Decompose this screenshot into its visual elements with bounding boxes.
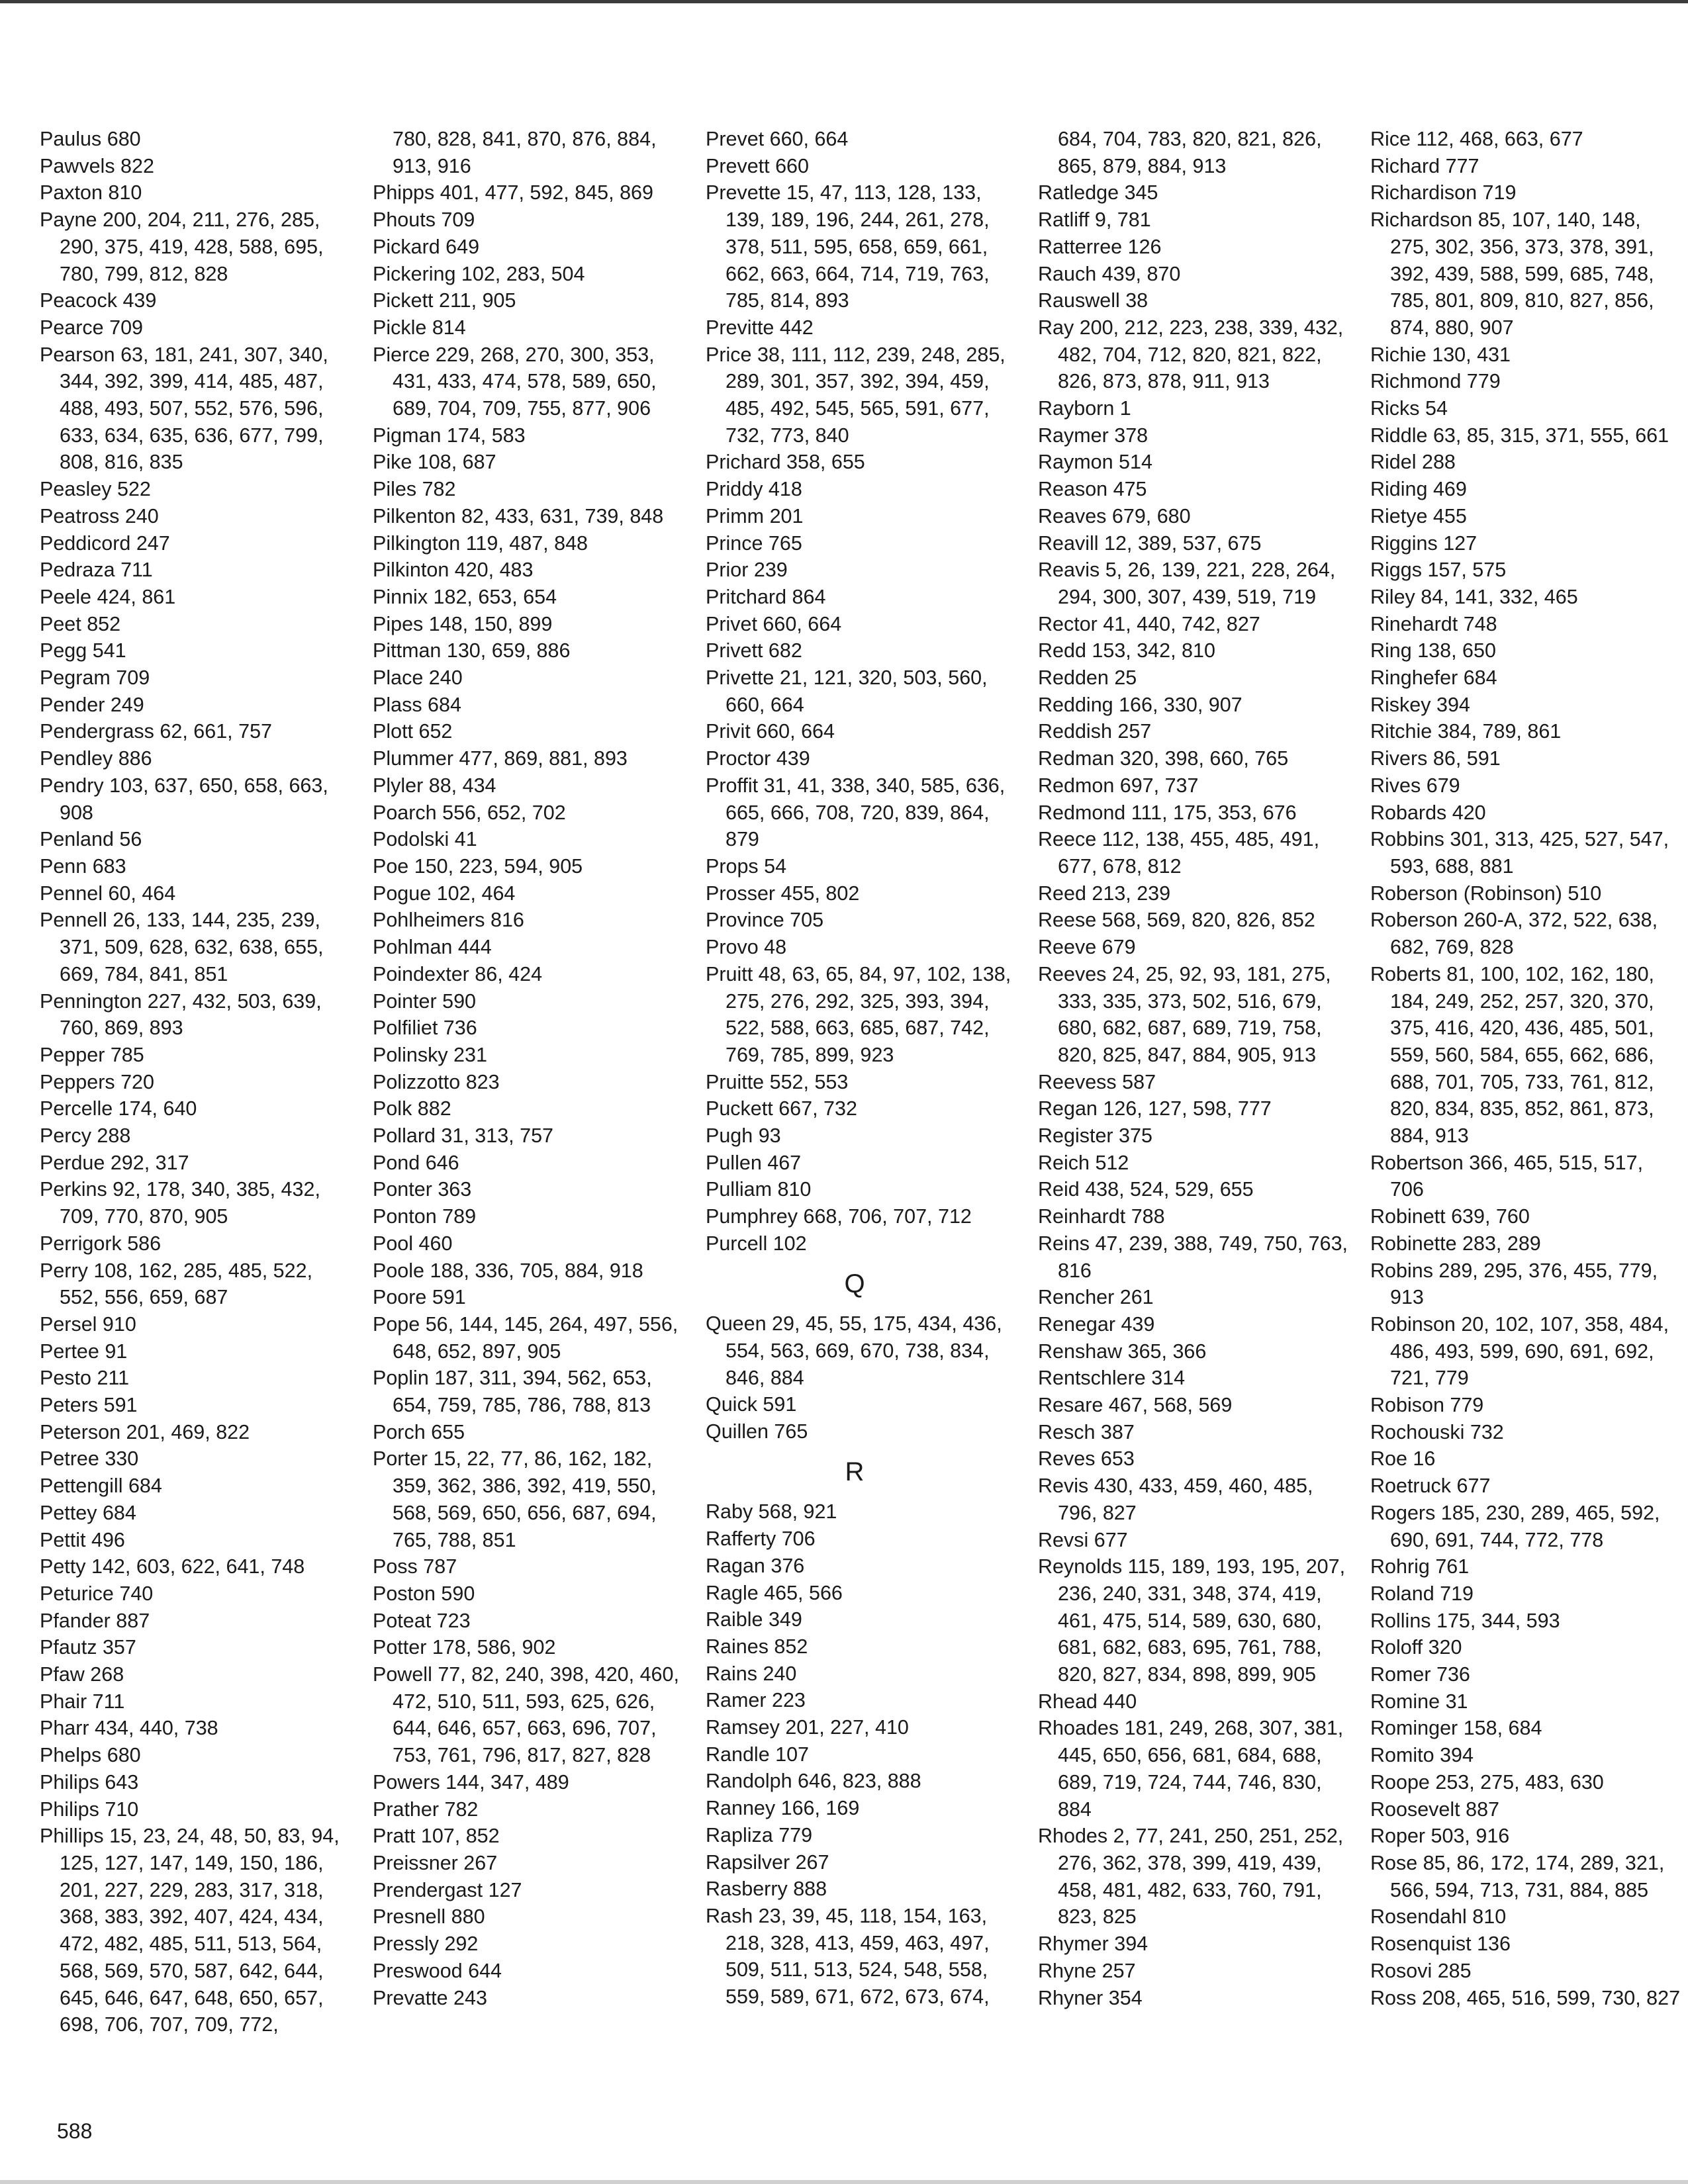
index-entry: Pope 56, 144, 145, 264, 497, 556, 648, 652, 897, 905 (373, 1312, 679, 1363)
index-entry: Roberts 81, 100, 102, 162, 180, 184, 249, 252, 257, 320, 370, 375, 416, 420, 436, 485, 501, 559, 560, 584, 655, 662, 686, 688, 701, 705, 733, 761, 812, 820, 834, 835, 852, 861, 873, 884, 913 (1370, 962, 1655, 1148)
index-entry: Reeves 24, 25, 92, 93, 181, 275, 333, 335, 373, 502, 516, 679, 680, 682, 687, 689, 719, 758, 820, 825, 847, 884, 905, 913 (1038, 962, 1331, 1066)
index-entry: Robinson 20, 102, 107, 358, 484, 486, 493, 599, 690, 691, 692, 721, 779 (1370, 1312, 1669, 1390)
index-entry: Rash 23, 39, 45, 118, 154, 163, 218, 328, 413, 459, 463, 497, 509, 511, 513, 524, 548, 558, 559, 589, 671, 672, 673, 674, (706, 1905, 990, 2009)
index-entry: Pearce 709 (40, 316, 143, 339)
index-entry: Place 240 (373, 666, 463, 690)
index-entry: Peterson 201, 469, 822 (40, 1420, 250, 1443)
index-entry: Prevette 15, 47, 113, 128, 133, 139, 189, 196, 244, 261, 278, 378, 511, 595, 658, 659, 661, 662, 663, 664, 714, 719, 763, 785, 814, 893 (706, 181, 990, 312)
index-entry: Redd 153, 342, 810 (1038, 639, 1215, 662)
index-entry: Ponton 789 (373, 1205, 477, 1228)
index-entry: Pointer 590 (373, 989, 476, 1013)
index-column-5 (1370, 126, 1681, 2011)
index-entry: Peasley 522 (40, 478, 151, 501)
index-entry: Rauch 439, 870 (1038, 262, 1181, 285)
index-entry: Powers 144, 347, 489 (373, 1770, 569, 1794)
index-entry: Raible 349 (706, 1608, 802, 1631)
index-entry: Prather 782 (373, 1797, 479, 1821)
index-entry: Perrigork 586 (40, 1232, 162, 1255)
index-entry: Primm 201 (706, 504, 804, 527)
index-entry: Pool 460 (373, 1232, 453, 1255)
index-entry: Peacock 439 (40, 289, 157, 312)
index-entry: Paulus 680 (40, 128, 141, 150)
index-entry: Ratledge 345 (1038, 181, 1158, 205)
index-entry: Prevett 660 (706, 154, 809, 177)
index-entry: Pruitt 48, 63, 65, 84, 97, 102, 138, 275, 276, 292, 325, 393, 394, 522, 588, 663, 685, 687, 742, 769, 785, 899, 923 (706, 962, 1011, 1066)
section-heading-q: Q (844, 1269, 865, 1298)
index-entry: Poole 188, 336, 705, 884, 918 (373, 1259, 643, 1282)
index-entry: Riggs 157, 575 (1370, 559, 1507, 582)
index-entry: Prichard 358, 655 (706, 451, 865, 474)
index-entry: Richard 777 (1370, 154, 1479, 177)
index-entry: Pawvels 822 (40, 154, 154, 177)
index-entry: Prevet 660, 664 (706, 128, 849, 150)
index-entry: Roetruck 677 (1370, 1475, 1491, 1498)
index-entry: Paxton 810 (40, 181, 142, 205)
index-entry: Rasberry 888 (706, 1878, 827, 1901)
index-entry: Roland 719 (1370, 1582, 1474, 1605)
index-entry: Peppers 720 (40, 1070, 154, 1093)
index-entry: Reavill 12, 389, 537, 675 (1038, 531, 1262, 555)
index-entry: Peters 591 (40, 1394, 138, 1417)
index-entry: Poss 787 (373, 1555, 457, 1578)
index-entry: Prior 239 (706, 559, 788, 582)
index-entry: Pilkinton 420, 483 (373, 559, 534, 582)
index-entry: Poarch 556, 652, 702 (373, 801, 566, 824)
index-entry: Peele 424, 861 (40, 585, 176, 608)
index-entry: Pugh 93 (706, 1124, 781, 1148)
index-entry: Pipes 148, 150, 899 (373, 612, 553, 635)
index-entry: Roloff 320 (1370, 1636, 1462, 1659)
index-entry: Ratterree 126 (1038, 235, 1162, 258)
index-entry: Redmon 697, 737 (1038, 774, 1199, 797)
index-entry: Richardison 719 (1370, 181, 1517, 205)
index-entry: Pohlman 444 (373, 936, 492, 959)
index-entry: Rosovi 285 (1370, 1959, 1472, 1982)
index-entry: Pilkenton 82, 433, 631, 739, 848 (373, 504, 664, 527)
index-entry: Ramer 223 (706, 1689, 806, 1712)
index-entry: Reece 112, 138, 455, 485, 491, 677, 678, 812 (1038, 828, 1320, 878)
index-entry: Petty 142, 603, 622, 641, 748 (40, 1555, 305, 1578)
index-entry: Purcell 102 (706, 1232, 807, 1255)
index-entry: Queen 29, 45, 55, 175, 434, 436, 554, 563, 669, 670, 738, 834, 846, 884 (706, 1312, 1002, 1389)
index-entry: Prosser 455, 802 (706, 882, 860, 905)
index-entry: Polfiliet 736 (373, 1017, 477, 1040)
index-entry: Richardson 85, 107, 140, 148, 275, 302, 356, 373, 378, 391, 392, 439, 588, 599, 685, 748, 785, 801, 809, 810, 827, 856, 874, 880, 907 (1370, 208, 1654, 339)
index-entry: Robbins 301, 313, 425, 527, 547, 593, 688, 881 (1370, 828, 1669, 878)
index-entry: Richmond 779 (1370, 370, 1501, 393)
index-entry: Pendergrass 62, 661, 757 (40, 720, 273, 743)
index-entry: Pesto 211 (40, 1367, 130, 1390)
index-entry: Pinnix 182, 653, 654 (373, 585, 557, 608)
index-entry: Ponter 363 (373, 1178, 472, 1201)
index-entry: Pfaw 268 (40, 1663, 124, 1686)
index-entry: Percelle 174, 640 (40, 1097, 197, 1120)
index-entry: Potter 178, 586, 902 (373, 1636, 556, 1659)
index-entry: Polk 882 (373, 1097, 451, 1120)
index-entry: Phelps 680 (40, 1744, 141, 1767)
index-entry: Robinette 283, 289 (1370, 1232, 1541, 1255)
index-entry: Pumphrey 668, 706, 707, 712 (706, 1205, 972, 1228)
index-entry: Resare 467, 568, 569 (1038, 1394, 1233, 1417)
index-entry: Payne 200, 204, 211, 276, 285, 290, 375, 419, 428, 588, 695, 780, 799, 812, 828 (40, 208, 324, 285)
index-entry: Pruitte 552, 553 (706, 1070, 849, 1093)
index-entry: Provo 48 (706, 936, 787, 959)
index-entry: Rains 240 (706, 1662, 797, 1685)
index-entry: Pittman 130, 659, 886 (373, 639, 571, 662)
index-entry: Rivers 86, 591 (1370, 747, 1501, 770)
index-entry: Reinhardt 788 (1038, 1205, 1165, 1228)
index-entry: Penland 56 (40, 828, 142, 851)
index-entry: Riggins 127 (1370, 531, 1477, 555)
index-entry: Ramsey 201, 227, 410 (706, 1716, 909, 1739)
index-entry: Rhyne 257 (1038, 1959, 1136, 1982)
index-entry: Rapliza 779 (706, 1823, 813, 1846)
page-number: 588 (57, 2119, 93, 2143)
index-entry: Reves 653 (1038, 1447, 1135, 1471)
index-entry: Rapsilver 267 (706, 1850, 829, 1874)
index-entry: Redman 320, 398, 660, 765 (1038, 747, 1289, 770)
index-entry: Poore 591 (373, 1286, 466, 1309)
index-entry: Riddle 63, 85, 315, 371, 555, 661 (1370, 424, 1669, 447)
index-entry: Roope 253, 275, 483, 630 (1370, 1770, 1604, 1794)
index-entry: Poe 150, 223, 594, 905 (373, 854, 583, 878)
index-entry: Props 54 (706, 854, 787, 878)
index-entry: Ridel 288 (1370, 451, 1456, 474)
index-entry: Pertee 91 (40, 1340, 128, 1363)
index-entry: Rayborn 1 (1038, 397, 1131, 420)
index-entry: Pigman 174, 583 (373, 424, 526, 447)
index-entry: Quick 591 (706, 1393, 797, 1416)
index-entry: Pfautz 357 (40, 1636, 136, 1659)
index-entry: Raby 568, 921 (706, 1500, 837, 1524)
index-entry: Rauswell 38 (1038, 289, 1149, 312)
index-entry: Ray 200, 212, 223, 238, 339, 432, 482, 704, 712, 820, 821, 822, 826, 873, 878, 911, 913 (1038, 316, 1344, 393)
index-entry: Pfander 887 (40, 1609, 150, 1632)
index-entry: Pierce 229, 268, 270, 300, 353, 431, 433, 474, 578, 589, 650, 689, 704, 709, 755, 877, 906 (373, 343, 657, 420)
index-entry: Rencher 261 (1038, 1286, 1154, 1309)
index-entry: Ranney 166, 169 (706, 1797, 860, 1820)
index-entry: Reich 512 (1038, 1151, 1129, 1174)
index-entry: Roper 503, 916 (1370, 1825, 1510, 1848)
index-entry: Penn 683 (40, 854, 126, 878)
index-entry: Polizzotto 823 (373, 1070, 500, 1093)
index-entry: Rhymer 394 (1038, 1933, 1149, 1956)
section-heading-r: R (845, 1457, 865, 1486)
index-entry: Rogers 185, 230, 289, 465, 592, 690, 691, 744, 772, 778 (1370, 1501, 1660, 1551)
index-entry: Richie 130, 431 (1370, 343, 1511, 366)
index-entry: Previtte 442 (706, 316, 814, 339)
index-entry: Perdue 292, 317 (40, 1151, 189, 1174)
index-entry: Presnell 880 (373, 1905, 485, 1929)
index-entry: Riskey 394 (1370, 693, 1470, 716)
index-entry: Rollins 175, 344, 593 (1370, 1609, 1560, 1632)
index-entry: Rohrig 761 (1370, 1555, 1470, 1578)
index-entry: Rosenquist 136 (1370, 1933, 1511, 1956)
index-entry: Pegram 709 (40, 666, 150, 690)
index-entry: Rietye 455 (1370, 504, 1467, 527)
index-entry: Reeve 679 (1038, 936, 1136, 959)
index-entry: Preissner 267 (373, 1852, 498, 1874)
index-entry: Rominger 158, 684 (1370, 1717, 1542, 1740)
index-entry: Philips 710 (40, 1797, 139, 1821)
index-entry: Ratliff 9, 781 (1038, 208, 1151, 232)
index-entry: Pennel 60, 464 (40, 882, 176, 905)
index-entry: Quillen 765 (706, 1420, 808, 1443)
index-entry: Robinett 639, 760 (1370, 1205, 1530, 1228)
index-entry: Revsi 677 (1038, 1528, 1128, 1551)
bottom-edge (0, 2180, 1688, 2184)
index-entry: Ricks 54 (1370, 397, 1448, 420)
index-entry: Reynolds 115, 189, 193, 195, 207, 236, 240, 331, 348, 374, 419, 461, 475, 514, 589, 630, 680, 681, 682, 683, 695, 761, 788, 820, 827, 834, 898, 899, 905 (1038, 1555, 1346, 1686)
index-columns (0, 126, 1688, 2045)
index-entry: Priddy 418 (706, 478, 802, 501)
index-entry: Province 705 (706, 909, 824, 932)
index-entry: Pegg 541 (40, 639, 126, 662)
index-entry: Renshaw 365, 366 (1038, 1340, 1207, 1363)
index-entry: Pennington 227, 432, 503, 639, 760, 869, 893 (40, 989, 322, 1040)
index-entry: Rhyner 354 (1038, 1986, 1143, 2009)
index-entry: Pender 249 (40, 693, 144, 716)
index-entry: Pickett 211, 905 (373, 289, 516, 312)
index-entry: Pressly 292 (373, 1933, 479, 1956)
index-entry: Percy 288 (40, 1124, 131, 1148)
index-entry: Persel 910 (40, 1312, 136, 1336)
index-entry: Reevess 587 (1038, 1070, 1156, 1093)
index-entry: Pike 108, 687 (373, 451, 496, 474)
index-entry: Ring 138, 650 (1370, 639, 1496, 662)
index-entry: Ragan 376 (706, 1554, 805, 1577)
index-entry: Riding 469 (1370, 478, 1467, 501)
index-entry: Price 38, 111, 112, 239, 248, 285, 289, 301, 357, 392, 394, 459, 485, 492, 545, 565, 591, 677, 732, 773, 840 (706, 343, 1006, 447)
index-entry: Reavis 5, 26, 139, 221, 228, 264, 294, 300, 307, 439, 519, 719 (1038, 559, 1336, 608)
index-entry: Pearson 63, 181, 241, 307, 340, 344, 392, 399, 414, 485, 487, 488, 493, 507, 552, 576, 596, 633, 634, 635, 636, 677, 799, 808, 816, 835 (40, 343, 328, 474)
index-entry: Poteat 723 (373, 1609, 471, 1632)
index-entry: Revis 430, 433, 459, 460, 485, 796, 827 (1038, 1475, 1313, 1524)
index-entry: Privette 21, 121, 320, 503, 560, 660, 664 (706, 666, 988, 716)
index-column-2 (373, 126, 684, 2011)
index-entry: Romine 31 (1370, 1690, 1468, 1713)
index-entry: Polinsky 231 (373, 1043, 487, 1066)
index-entry: Privet 660, 664 (706, 612, 842, 635)
index-entry: Robards 420 (1370, 801, 1486, 824)
index-entry: Pullen 467 (706, 1151, 802, 1174)
index-entry: Porter 15, 22, 77, 86, 162, 182, 359, 362, 386, 392, 419, 550, 568, 569, 650, 656, 687, 694, 765, 788, 851 (373, 1447, 657, 1551)
index-entry: Philips 643 (40, 1770, 139, 1794)
index-entry: Plass 684 (373, 693, 461, 716)
index-entry: Roe 16 (1370, 1447, 1436, 1471)
index-entry: Poplin 187, 311, 394, 562, 653, 654, 759, 785, 786, 788, 813 (373, 1367, 652, 1417)
index-entry: Pollard 31, 313, 757 (373, 1124, 554, 1148)
index-entry: Pond 646 (373, 1151, 459, 1174)
index-entry: Reins 47, 239, 388, 749, 750, 763, 816 (1038, 1232, 1348, 1282)
index-entry: Rector 41, 440, 742, 827 (1038, 612, 1260, 635)
index-entry: Rhead 440 (1038, 1690, 1137, 1713)
index-entry: Phipps 401, 477, 592, 845, 869 (373, 181, 653, 205)
index-entry: Pettey 684 (40, 1501, 136, 1524)
index-entry: Ross 208, 465, 516, 599, 730, 827 (1370, 1986, 1681, 2009)
index-entry: Pogue 102, 464 (373, 882, 516, 905)
index-entry: Raymer 378 (1038, 424, 1149, 447)
index-entry: Privit 660, 664 (706, 720, 835, 743)
index-entry: Roosevelt 887 (1370, 1797, 1499, 1821)
index-entry: Romito 394 (1370, 1744, 1474, 1767)
index-entry: Pilkington 119, 487, 848 (373, 531, 588, 555)
index-entry: Reason 475 (1038, 478, 1147, 501)
index-entry: Ragle 465, 566 (706, 1581, 843, 1604)
index-entry: Pendley 886 (40, 747, 152, 770)
index-entry: Pohlheimers 816 (373, 909, 524, 932)
index-entry: Roberson (Robinson) 510 (1370, 882, 1602, 905)
index-entry: Plott 652 (373, 720, 453, 743)
index-entry: Peet 852 (40, 612, 121, 635)
index-entry: Rosendahl 810 (1370, 1905, 1507, 1929)
index-entry: Pettit 496 (40, 1528, 125, 1551)
entries-q-group (706, 1310, 1017, 1445)
index-entry: Romer 736 (1370, 1663, 1470, 1686)
index-entry: Rice 112, 468, 663, 677 (1370, 128, 1583, 150)
index-entry: Pickard 649 (373, 235, 480, 258)
index-entry: Poindexter 86, 424 (373, 962, 543, 985)
index-entry: 684, 704, 783, 820, 821, 826, 865, 879, 884, 913 (1058, 128, 1322, 177)
index-entry: Pratt 107, 852 (373, 1825, 500, 1848)
index-entry: Rhoades 181, 249, 268, 307, 381, 445, 650, 656, 681, 684, 688, 689, 719, 724, 744, 746, 830, 884 (1038, 1717, 1344, 1821)
index-entry: Pritchard 864 (706, 585, 826, 608)
index-entry: Pepper 785 (40, 1043, 144, 1066)
index-entry: Pickering 102, 283, 504 (373, 262, 585, 285)
index-entry: Phouts 709 (373, 208, 475, 232)
index-entry: Rentschlere 314 (1038, 1367, 1186, 1390)
index-entry: Puckett 667, 732 (706, 1097, 857, 1120)
index-entry: Ritchie 384, 789, 861 (1370, 720, 1562, 743)
index-entry: Rhodes 2, 77, 241, 250, 251, 252, 276, 362, 378, 399, 419, 439, 458, 481, 482, 633, 760, 791, 823, 825 (1038, 1825, 1344, 1929)
index-entry: Pickle 814 (373, 316, 466, 339)
index-entry: Rose 85, 86, 172, 174, 289, 321, 566, 594, 713, 731, 884, 885 (1370, 1852, 1665, 1901)
index-entry: Randle 107 (706, 1743, 810, 1766)
index-entry: Plummer 477, 869, 881, 893 (373, 747, 628, 770)
index-entry: Phillips 15, 23, 24, 48, 50, 83, 94, 125, 127, 147, 149, 150, 186, 201, 227, 229, 283, 317, 318, 368, 383, 392, 407, 424, 434, 472, 482, 485, 511, 513, 564, 568, 569, 570, 587, 642, 644, 645, 646, 647, 648, 650, 657, 698, 706, 707, 709, 772, (40, 1825, 340, 2036)
index-entry: Rives 679 (1370, 774, 1460, 797)
index-entry: Robins 289, 295, 376, 455, 779, 913 (1370, 1259, 1658, 1309)
index-entry: Proffit 31, 41, 338, 340, 585, 636, 665, 666, 708, 720, 839, 864, 879 (706, 774, 1006, 851)
index-entry: Robertson 366, 465, 515, 517, 706 (1370, 1151, 1644, 1201)
index-column-1 (40, 126, 351, 2038)
index-entry: Powell 77, 82, 240, 398, 420, 460, 472, 510, 511, 593, 625, 626, 644, 646, 657, 663, 696, 707, 753, 761, 796, 817, 827, 828 (373, 1663, 679, 1767)
entries-p-group (706, 126, 1017, 1257)
index-entry: Poston 590 (373, 1582, 475, 1605)
index-entry: Reed 213, 239 (1038, 882, 1171, 905)
index-entry: Preswood 644 (373, 1959, 502, 1982)
index-entry: Raymon 514 (1038, 451, 1152, 474)
index-entry: Reid 438, 524, 529, 655 (1038, 1178, 1254, 1201)
index-entry: Randolph 646, 823, 888 (706, 1770, 921, 1793)
index-entry: Perkins 92, 178, 340, 385, 432, 709, 770, 870, 905 (40, 1178, 320, 1228)
index-entry: Renegar 439 (1038, 1312, 1155, 1336)
index-entry: Phair 711 (40, 1690, 125, 1713)
index-entry: Pettengill 684 (40, 1475, 162, 1498)
index-entry: Rochouski 732 (1370, 1420, 1504, 1443)
index-entry: Prince 765 (706, 531, 802, 555)
index-entry: 780, 828, 841, 870, 876, 884, 913, 916 (393, 128, 657, 177)
index-entry: Proctor 439 (706, 747, 810, 770)
index-entry: Pedraza 711 (40, 559, 153, 582)
index-entry: Regan 126, 127, 598, 777 (1038, 1097, 1272, 1120)
index-column-4 (1038, 126, 1349, 2011)
index-entry: Privett 682 (706, 639, 802, 662)
index-entry: Plyler 88, 434 (373, 774, 496, 797)
index-entry: Pendry 103, 637, 650, 658, 663, 908 (40, 774, 328, 824)
index-entry: Peatross 240 (40, 504, 159, 527)
entries-r-group (706, 1498, 1017, 2010)
index-column-3 (706, 126, 1017, 2011)
index-entry: Rafferty 706 (706, 1527, 816, 1551)
index-entry: Piles 782 (373, 478, 456, 501)
index-entry: Register 375 (1038, 1124, 1152, 1148)
index-entry: Resch 387 (1038, 1420, 1135, 1443)
index-entry: Pulliam 810 (706, 1178, 812, 1201)
index-entry: Reese 568, 569, 820, 826, 852 (1038, 909, 1315, 932)
index-entry: Peddicord 247 (40, 531, 170, 555)
index-entry: Redmond 111, 175, 353, 676 (1038, 801, 1297, 824)
index-entry: Roberson 260-A, 372, 522, 638, 682, 769, 828 (1370, 909, 1658, 959)
index-entry: Pharr 434, 440, 738 (40, 1717, 218, 1740)
top-rule (0, 0, 1688, 3)
index-entry: Pennell 26, 133, 144, 235, 239, 371, 509, 628, 632, 638, 655, 669, 784, 841, 851 (40, 909, 324, 985)
index-entry: Podolski 41 (373, 828, 477, 851)
index-entry: Prendergast 127 (373, 1878, 522, 1901)
index-entry: Petree 330 (40, 1447, 139, 1471)
index-entry: Riley 84, 141, 332, 465 (1370, 585, 1578, 608)
index-entry: Prevatte 243 (373, 1986, 487, 2009)
index-entry: Rinehardt 748 (1370, 612, 1497, 635)
index-entry: Peturice 740 (40, 1582, 154, 1605)
index-entry: Raines 852 (706, 1635, 808, 1658)
index-entry: Redding 166, 330, 907 (1038, 693, 1243, 716)
index-entry: Redden 25 (1038, 666, 1137, 690)
index-entry: Ringhefer 684 (1370, 666, 1497, 690)
index-entry: Porch 655 (373, 1420, 465, 1443)
index-entry: Reaves 679, 680 (1038, 504, 1191, 527)
index-entry: Reddish 257 (1038, 720, 1152, 743)
index-entry: Perry 108, 162, 285, 485, 522, 552, 556, 659, 687 (40, 1259, 313, 1309)
index-entry: Robison 779 (1370, 1394, 1484, 1417)
